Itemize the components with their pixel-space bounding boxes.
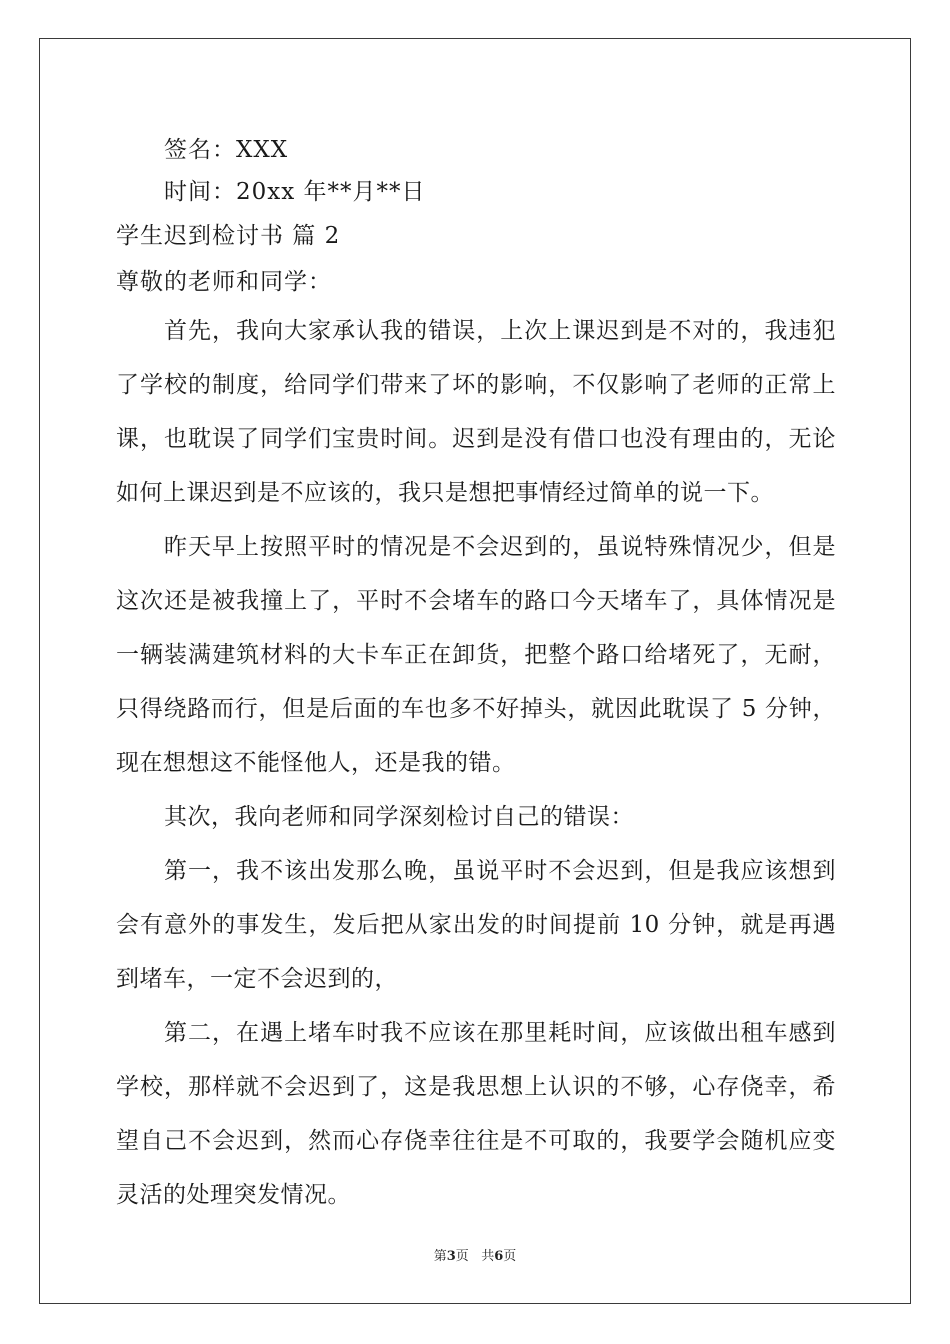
footer-suffix: 页 [503,1249,517,1264]
salutation: 尊敬的老师和同学： [116,269,332,295]
paragraph-5: 第二，在遇上堵车时我不应该在那里耗时间，应该做出租车感到学校，那样就不会迟到了，这是我思想上认识的不够，心存侥幸，希望自己不会迟到，然而心存侥幸往往是不可取的，我要学会随机应变灵活的处理突发情况。 [116,1020,836,1208]
footer-middle: 页 共 [455,1249,495,1264]
paragraph-1: 首先，我向大家承认我的错误，上次上课迟到是不对的，我违犯了学校的制度，给同学们带来了坏的影响，不仅影响了老师的正常上课，也耽误了同学们宝贵时间。迟到是没有借口也没有理由的，无论如何上课迟到是不应该的，我只是想把事情经过简单的说一下。 [116,318,836,506]
signature-line: 签名：XXX [164,137,289,163]
paragraph-3: 其次，我向老师和同学深刻检讨自己的错误： [164,804,634,830]
total-page-count: 6 [494,1249,504,1264]
document-body [116,128,836,1222]
current-page-number: 3 [446,1249,456,1264]
page-footer [0,1245,950,1264]
section-heading: 学生迟到检讨书 篇 2 [116,223,341,249]
footer-prefix: 第 [433,1249,447,1264]
paragraph-2: 昨天早上按照平时的情况是不会迟到的，虽说特殊情况少，但是这次还是被我撞上了，平时不会堵车的路口今天堵车了，具体情况是一辆装满建筑材料的大卡车正在卸货，把整个路口给堵死了，无耐，只得绕路而行，但是后面的车也多不好掉头，就因此耽误了 5 分钟，现在想想这不能怪他人，还是我的错。 [116,534,836,776]
paragraph-4: 第一，我不该出发那么晚，虽说平时不会迟到，但是我应该想到会有意外的事发生，发后把从家出发的时间提前 10 分钟，就是再遇到堵车，一定不会迟到的， [116,858,836,992]
date-line: 时间：20xx 年**月**日 [164,179,426,205]
